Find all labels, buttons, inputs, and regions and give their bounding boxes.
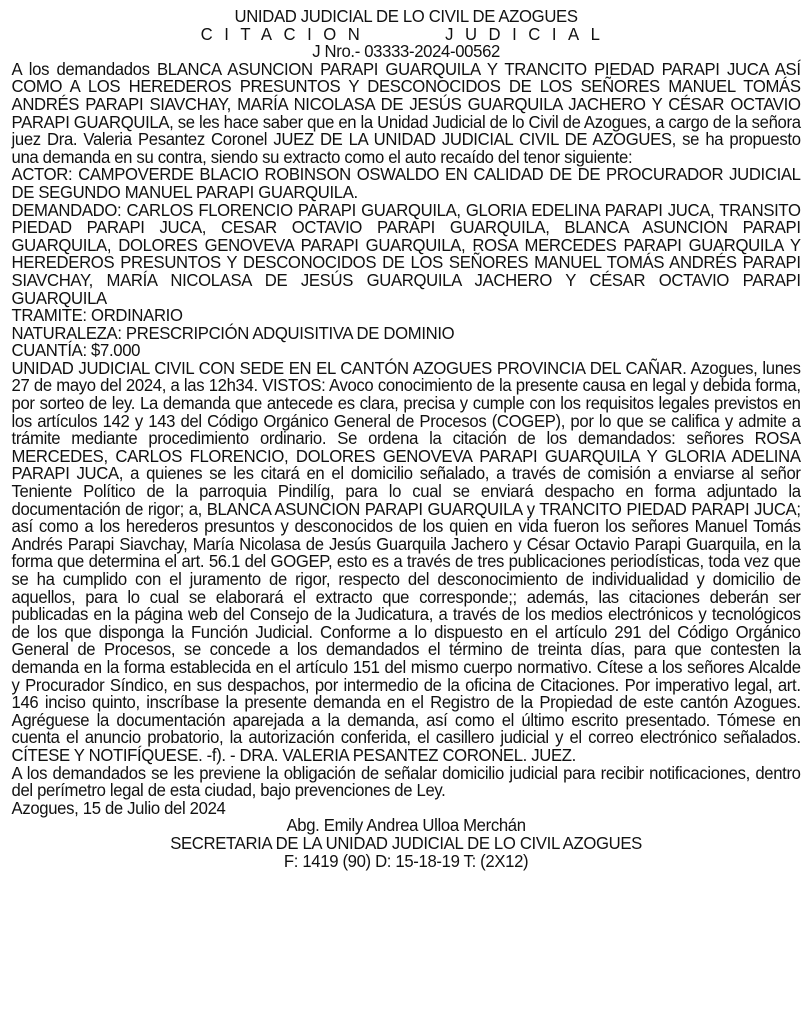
prevencion-paragraph: A los demandados se les previene la obligación de señalar domicilio judicial para recibir notificaciones, dentro del perímetro legal de esta ciudad, bajo prevenciones de Ley. (11, 762, 801, 801)
naturaleza-line: NATURALEZA: PRESCRIPCIÓN ADQUISITIVA DE DOMINIO (11, 322, 455, 343)
cuantia-line: CUANTÍA: $7.000 (11, 340, 141, 361)
court-heading: UNIDAD JUDICIAL DE LO CIVIL DE AZOGUES (234, 6, 578, 26)
demandado-paragraph: DEMANDADO: CARLOS FLORENCIO PARAPI GUARQUILA, GLORIA EDELINA PARAPI JUCA, TRANSITO PIEDAD PARAPI JUCA, CESAR OCTAVIO PARAPI GUARQUILA, BLANCA ASUNCION PARAPI GUARQUILA, DOLORES GENOVEVA PARAPI GUARQUILA, ROSA MERCEDES PARAPI GUARQUILA Y HEREDEROS PRESUNTOS Y DESCONOCIDOS DE LOS SEÑORES MANUEL TOMÁS ANDRÉS PARAPI SIAVCHAY, MARÍA NICOLASA DE JESÚS GUARQUILA JACHERO Y CÉSAR OCTAVIO PARAPI GUARQUILA (11, 199, 801, 308)
signer-title: SECRETARIA DE LA UNIDAD JUDICIAL DE LO CIVIL AZOGUES (170, 832, 642, 853)
auto-paragraph: UNIDAD JUDICIAL CIVIL CON SEDE EN EL CANTÓN AZOGUES PROVINCIA DEL CAÑAR. Azogues, lunes 27 de mayo del 2024, a las 12h34. VISTOS: Avoco conocimiento de la presente causa en legal y debida forma, por sorteo de ley. La demanda que antecede es clara, precisa y cumple con los requisitos legales previstos en los artículos 142 y 143 del Código Orgánico General de Procesos (COGEP), por lo que se califica y admite a trámite mediante procedimiento ordinario. Se ordena la citación de los demandados: señores ROSA MERCEDES, CARLOS FLORENCIO, DOLORES GENOVEVA PARAPI GUARQUILA Y GLORIA ADELINA PARAPI JUCA, a quienes se les citará en el domicilio señalado, a través de comisión a enviarse al señor Teniente Político de la parroquia Pindilíg, para lo cual se enviará despacho en forma adjuntado la documentación de rigor; a, BLANCA ASUNCION PARAPI GUARQUILA y TRANCITO PIEDAD PARAPI JUCA; así como a los herederos presuntos y desconocidos de los quien en vida fueron los señores Manuel Tomás Andrés Parapi Siavchay, María Nicolasa de Jesús Guarquila Jachero y César Octavio Parapi Guarquila, en la forma que determina el art. 56.1 del GOGEP, esto es a través de tres publicaciones periodísticas, toda vez que se ha cumplido con el juramento de rigor, respecto del desconocimiento de individualidad y domicilio de aquellos, para lo cual se elaborará el extracto que corresponde;; además, las citaciones deberán ser publicadas en la página web del Consejo de la Judicatura, a través de los medios electrónicos y tecnológicos de los que disponga la Función Judicial. Conforme a lo dispuesto en el artículo 291 del Código Orgánico General de Procesos, se concede a los demandados el término de treinta días, para que contesten la demanda en la forma establecida en el artículo 151 del mismo cuerpo normativo. Cítese a los señores Alcalde y Procurador Síndico, en sus despachos, por intermedio de la oficina de Citaciones. Por imperativo legal, art. 146 inciso quinto, inscríbase la presente demanda en el Registro de la Propiedad de este cantón Azogues. Agréguese la documentación aparejada a la demanda, así como el último escrito presentado. Tómese en cuenta el anuncio probatorio, la autorización conferida, el casillero judicial y el correo electrónico señalados. CÍTESE Y NOTIFÍQUESE. -f). - DRA. VALERIA PESANTEZ CORONEL. JUEZ. (11, 357, 801, 765)
case-number: J Nro.- 03333-2024-00562 (312, 41, 500, 62)
citation-title: CITACION JUDICIAL (200, 23, 612, 44)
actor-paragraph: ACTOR: CAMPOVERDE BLACIO ROBINSON OSWALDO EN CALIDAD DE DE PROCURADOR JUDICIAL DE SEGUNDO MANUEL PARAPI GUARQUILA. (11, 164, 801, 202)
publication-ref: F: 1419 (90) D: 15-18-19 T: (2X12) (283, 850, 529, 871)
date-line: Azogues, 15 de Julio del 2024 (11, 797, 226, 818)
signer-name: Abg. Emily Andrea Ulloa Merchán (286, 815, 526, 836)
intro-paragraph: A los demandados BLANCA ASUNCION PARAPI GUARQUILA Y TRANCITO PIEDAD PARAPI JUCA ASÍ COMO A LOS HEREDEROS PRESUNTOS Y DESCONOCIDOS DE LOS SEÑORES MANUEL TOMÁS ANDRÉS PARAPI SIAVCHAY, MARÍA NICOLASA DE JESÚS GUARQUILA JACHERO Y CÉSAR OCTAVIO PARAPI GUARQUILA, se les hace saber que en la Unidad Judicial de lo Civil de Azogues, a cargo de la señora juez Dra. Valeria Pesantez Coronel JUEZ DE LA UNIDAD JUDICIAL CIVIL DE AZOGUES, se ha propuesto una demanda en su contra, siendo su extracto como el auto recaído del tenor siguiente: (11, 58, 801, 167)
tramite-line: TRAMITE: ORDINARIO (11, 305, 183, 326)
